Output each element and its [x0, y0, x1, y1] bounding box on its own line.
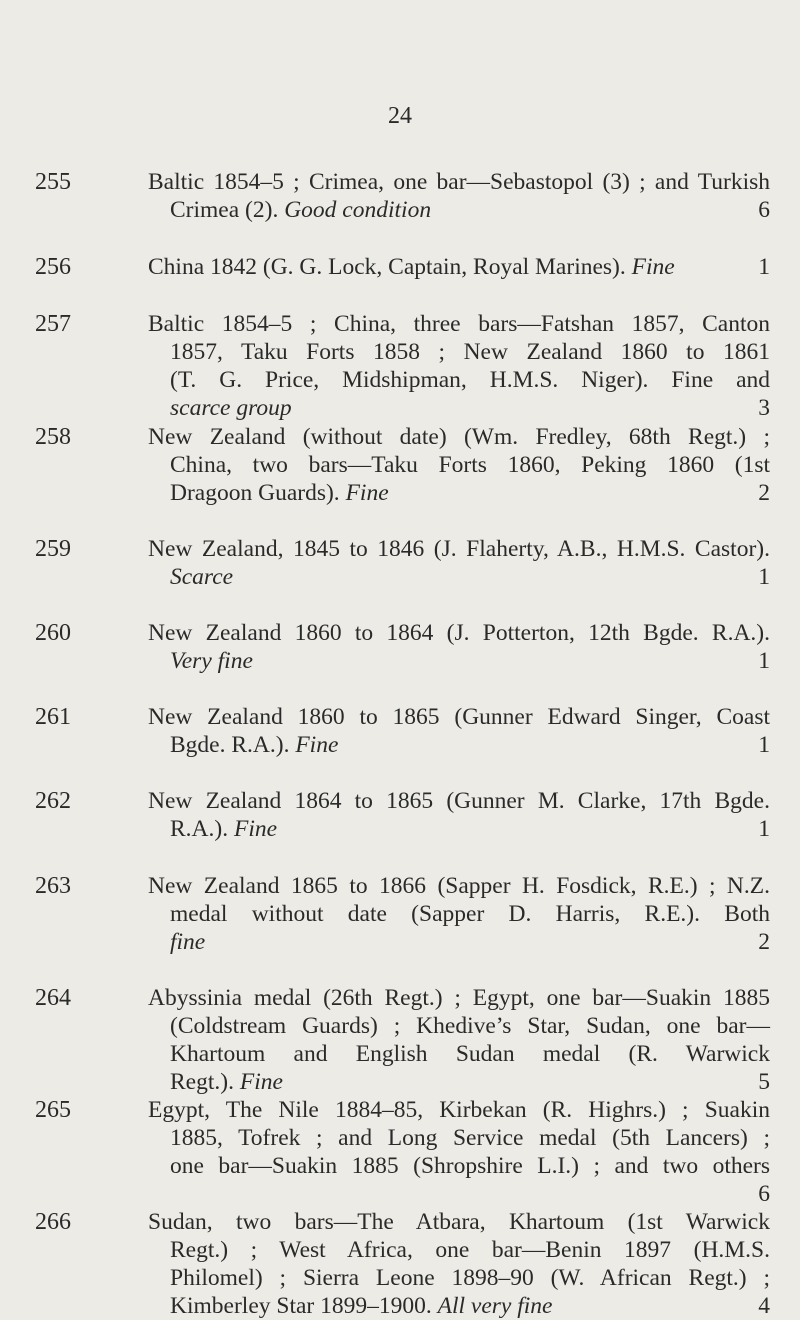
lot-number: 258 — [35, 424, 71, 450]
lot-description — [148, 1096, 770, 1208]
lot-description — [148, 1208, 770, 1320]
description-line: Sudan, two bars—The Atbara, Khartoum (1st Warwick — [148, 1209, 770, 1235]
lot-description — [148, 872, 770, 956]
description-final-line — [148, 928, 770, 956]
quantity: 1 — [758, 564, 770, 590]
description-final-line — [148, 647, 770, 675]
description-line: (T. G. Price, Midshipman, H.M.S. Niger). Fine and — [170, 367, 770, 393]
lot-number: 262 — [35, 788, 71, 814]
description-line: New Zealand (without date) (Wm. Fredley, 68th Regt.) ; — [148, 424, 770, 450]
lot-number: 256 — [35, 254, 71, 280]
quantity: 2 — [758, 929, 770, 955]
description-text: R.A.). — [170, 816, 234, 842]
description-text: China 1842 (G. G. Lock, Captain, Royal Marines). — [148, 254, 632, 280]
quantity: 6 — [758, 197, 770, 223]
description-line: (Coldstream Guards) ; Khedive’s Star, Sudan, one bar— — [170, 1013, 770, 1039]
description-line: New Zealand 1860 to 1864 (J. Potterton, 12th Bgde. R.A.). — [148, 620, 770, 646]
description-text: Dragoon Guards). — [170, 480, 346, 506]
lot-number: 261 — [35, 704, 71, 730]
lot-number: 257 — [35, 311, 71, 337]
condition-grade: scarce group — [170, 395, 292, 421]
condition-grade: Scarce — [170, 564, 234, 590]
description-line: one bar—Suakin 1885 (Shropshire L.I.) ; and two others — [170, 1153, 770, 1179]
lot-number: 255 — [35, 169, 71, 195]
lot-description — [148, 168, 770, 224]
description-line: Baltic 1854–5 ; China, three bars—Fatshan 1857, Canton — [148, 311, 770, 337]
condition-grade: All very fine — [437, 1293, 553, 1319]
description-text: Bgde. R.A.). — [170, 732, 296, 758]
condition-grade: Fine — [631, 254, 675, 280]
description-final-line — [148, 815, 770, 843]
quantity: 1 — [758, 254, 770, 280]
description-final-line — [148, 479, 770, 507]
condition-grade: Very fine — [170, 648, 253, 674]
lot-number: 259 — [35, 536, 71, 562]
description-text: Kimberley Star 1899–1900. — [170, 1293, 438, 1319]
description-final-line — [148, 196, 770, 224]
condition-grade: Fine — [345, 480, 389, 506]
description-final-line — [148, 731, 770, 759]
quantity: 1 — [758, 816, 770, 842]
condition-grade: Good condition — [284, 197, 432, 223]
lot-number: 263 — [35, 873, 71, 899]
description-line: 1885, Tofrek ; and Long Service medal (5th Lancers) ; — [170, 1125, 770, 1151]
description-final-line — [148, 394, 770, 422]
quantity: 6 — [758, 1181, 770, 1207]
description-line: Egypt, The Nile 1884–85, Kirbekan (R. Highrs.) ; Suakin — [148, 1097, 770, 1123]
quantity: 3 — [758, 395, 770, 421]
quantity: 1 — [758, 648, 770, 674]
lot-number: 260 — [35, 620, 71, 646]
quantity: 4 — [758, 1293, 770, 1319]
description-line: 1857, Taku Forts 1858 ; New Zealand 1860 to 1861 — [170, 339, 770, 365]
lot-number: 264 — [35, 985, 71, 1011]
lot-number: 265 — [35, 1097, 71, 1123]
description-line: New Zealand 1865 to 1866 (Sapper H. Fosdick, R.E.) ; N.Z. — [148, 873, 770, 899]
description-line: Khartoum and English Sudan medal (R. Warwick — [170, 1041, 770, 1067]
lot-description — [148, 703, 770, 759]
lot-description — [148, 787, 770, 843]
lot-description — [148, 253, 770, 281]
description-line: Philomel) ; Sierra Leone 1898–90 (W. African Regt.) ; — [170, 1265, 770, 1291]
description-line: China, two bars—Taku Forts 1860, Peking 1860 (1st — [170, 452, 770, 478]
description-line: medal without date (Sapper D. Harris, R.E.). Both — [170, 901, 770, 927]
lot-description — [148, 535, 770, 591]
description-line: New Zealand, 1845 to 1846 (J. Flaherty, A.B., H.M.S. Castor). — [148, 536, 770, 562]
description-final-line — [148, 1292, 770, 1320]
description-line: New Zealand 1860 to 1865 (Gunner Edward Singer, Coast — [148, 704, 770, 730]
description-line: New Zealand 1864 to 1865 (Gunner M. Clarke, 17th Bgde. — [148, 788, 770, 814]
condition-grade: Fine — [295, 732, 339, 758]
lot-description — [148, 310, 770, 422]
lot-description — [148, 423, 770, 507]
description-line: Baltic 1854–5 ; Crimea, one bar—Sebastopol (3) ; and Turkish — [148, 169, 770, 195]
lot-number: 266 — [35, 1209, 71, 1235]
description-text: Regt.). — [170, 1069, 240, 1095]
quantity: 2 — [758, 480, 770, 506]
description-line: Abyssinia medal (26th Regt.) ; Egypt, one bar—Suakin 1885 — [148, 985, 770, 1011]
page-number: 24 — [388, 103, 412, 129]
description-text: Crimea (2). — [170, 197, 285, 223]
description-final-line — [148, 1180, 770, 1208]
lot-description — [148, 984, 770, 1096]
condition-grade: Fine — [239, 1069, 283, 1095]
quantity: 5 — [758, 1069, 770, 1095]
description-final-line — [148, 253, 770, 281]
condition-grade: Fine — [233, 816, 278, 842]
description-final-line — [148, 563, 770, 591]
description-line: Regt.) ; West Africa, one bar—Benin 1897 (H.M.S. — [170, 1237, 770, 1263]
quantity: 1 — [758, 732, 770, 758]
lot-description — [148, 619, 770, 675]
description-final-line — [148, 1068, 770, 1096]
condition-grade: fine — [170, 929, 206, 955]
